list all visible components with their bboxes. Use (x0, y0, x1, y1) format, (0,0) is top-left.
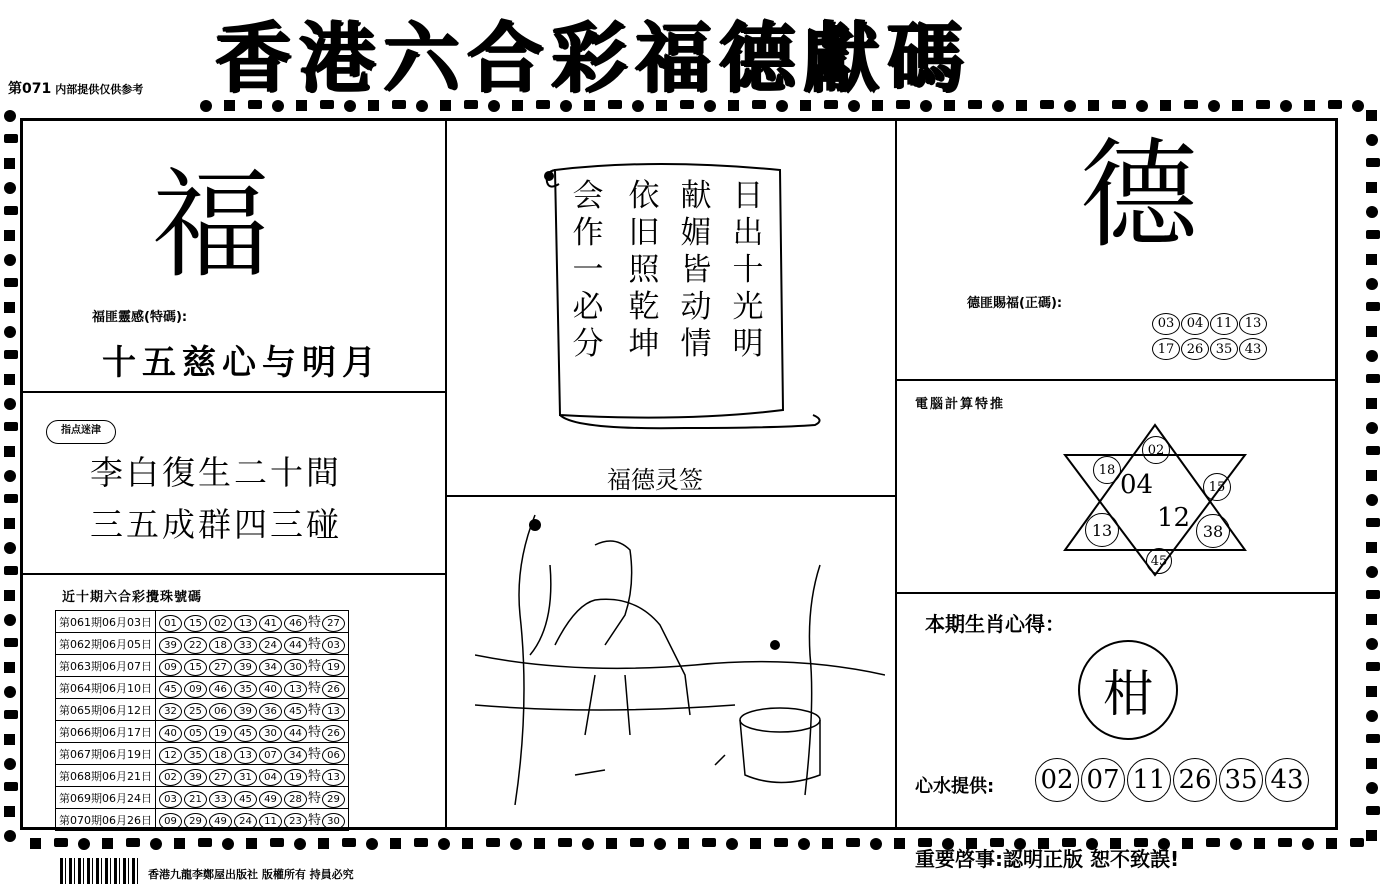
history-balls (156, 765, 349, 787)
border-dot (414, 838, 428, 847)
xinshui-number: 35 (1219, 758, 1263, 802)
border-dot (1366, 518, 1380, 527)
page-title: 香港六合彩福德獻碼 (215, 13, 971, 102)
special-number: 26 (322, 725, 345, 742)
border-dot (294, 838, 306, 850)
history-balls (156, 611, 349, 633)
border-dot (1366, 182, 1377, 193)
scroll-column-4: 会 作 一 必 分 (572, 178, 604, 362)
border-dot (1366, 278, 1378, 290)
border-dot (4, 374, 15, 385)
border-dot (1366, 758, 1377, 769)
border-dot (4, 686, 16, 698)
border-dot (1328, 100, 1342, 109)
history-row (56, 611, 349, 633)
divider-mid (446, 495, 896, 497)
zodiac-char: 柑 (1103, 665, 1153, 723)
border-dot (1206, 838, 1220, 847)
ball-number: 02 (159, 769, 182, 786)
star-center-1: 04 (1120, 470, 1154, 500)
border-dot (1366, 206, 1378, 218)
border-dot (486, 838, 500, 847)
border-dot (4, 590, 15, 601)
de-number: 43 (1239, 338, 1267, 360)
history-balls (156, 787, 349, 809)
xinshui-number: 43 (1265, 758, 1309, 802)
history-row (56, 809, 349, 831)
de-number: 13 (1239, 313, 1267, 335)
ball-number: 39 (184, 769, 207, 786)
border-dot (4, 542, 16, 554)
border-dot (1366, 614, 1377, 625)
border-dot (1366, 710, 1378, 722)
border-dot (4, 470, 16, 482)
history-date: 第069期06月24日 (56, 787, 156, 809)
ball-number: 45 (159, 681, 182, 698)
ball-number: 09 (159, 813, 182, 830)
border-dot (1366, 158, 1380, 167)
border-dot (1366, 806, 1380, 815)
border-dot (246, 838, 257, 849)
star-label: 電腦計算特推 (915, 397, 1006, 412)
scroll-column-1: 日 出 十 光 明 (732, 178, 764, 362)
border-dot (4, 614, 16, 626)
ball-number: 49 (259, 791, 282, 808)
history-balls (156, 809, 349, 831)
ball-number: 09 (184, 681, 207, 698)
border-dot (78, 838, 90, 850)
border-dot (1366, 326, 1377, 337)
scroll-column-2: 献 媚 皆 动 情 (680, 178, 712, 362)
border-dot (4, 182, 16, 194)
ball-number: 46 (284, 615, 307, 632)
border-dot (174, 838, 185, 849)
border-dot (4, 446, 15, 457)
ball-number: 39 (159, 637, 182, 654)
border-dot (270, 838, 284, 847)
history-row (56, 655, 349, 677)
border-dot (702, 838, 716, 847)
border-dot (1232, 100, 1243, 111)
divider-right-1 (896, 379, 1336, 381)
border-dot (750, 838, 761, 849)
fu-panel (22, 120, 444, 390)
de-number: 17 (1152, 338, 1180, 360)
fu-phrase: 十五慈心与明月 (102, 343, 382, 383)
ball-number: 34 (259, 659, 282, 676)
ball-number: 22 (184, 637, 207, 654)
border-dot (4, 758, 16, 770)
ball-number: 27 (209, 769, 232, 786)
special-label: 特 (308, 813, 322, 828)
special-label: 特 (308, 615, 322, 630)
ball-number: 04 (259, 769, 282, 786)
border-dot (366, 838, 378, 850)
border-dot (1366, 494, 1378, 506)
ball-number: 24 (259, 637, 282, 654)
border-dot (870, 838, 882, 850)
history-date: 第070期06月26日 (56, 809, 156, 831)
ball-number: 44 (284, 725, 307, 742)
ball-number: 03 (159, 791, 182, 808)
border-dot (30, 838, 41, 849)
history-balls (156, 655, 349, 677)
ball-number: 40 (259, 681, 282, 698)
border-dot (534, 838, 545, 849)
ball-number: 13 (234, 747, 257, 764)
border-dot (1366, 638, 1378, 650)
scroll-poem (548, 166, 798, 424)
border-dot (390, 838, 401, 849)
de-number: 04 (1181, 313, 1209, 335)
border-dot (606, 838, 617, 849)
special-label: 特 (308, 681, 322, 696)
special-label: 特 (308, 725, 322, 740)
ball-number: 39 (234, 659, 257, 676)
history-title: 近十期六合彩攪珠號碼 (62, 590, 203, 605)
border-dot (4, 806, 15, 817)
ball-number: 13 (234, 615, 257, 632)
ball-number: 09 (159, 659, 182, 676)
history-balls (156, 743, 349, 765)
border-dot (1366, 686, 1377, 697)
border-dot (102, 838, 113, 849)
border-dot (4, 254, 16, 266)
history-table (55, 610, 349, 831)
border-dot (150, 838, 162, 850)
border-dot (1256, 100, 1270, 109)
border-dot (4, 110, 16, 122)
border-dot (774, 838, 788, 847)
ball-number: 33 (234, 637, 257, 654)
fu-character: 福 (152, 156, 271, 294)
border-dot (4, 662, 15, 673)
special-label: 特 (308, 791, 322, 806)
border-dot (4, 638, 18, 647)
star-point-upper-right: 15 (1203, 473, 1231, 501)
xinshui-number: 26 (1173, 758, 1217, 802)
border-dot (4, 494, 18, 503)
issue-note: 内部提供仅供参考 (55, 83, 144, 96)
special-label: 特 (308, 637, 322, 652)
xinshui-number: 02 (1035, 758, 1079, 802)
border-dot (1182, 838, 1193, 849)
ball-number: 32 (159, 703, 182, 720)
border-dot (510, 838, 522, 850)
border-dot (1230, 838, 1242, 850)
border-dot (4, 134, 18, 143)
border-dot (558, 838, 572, 847)
border-dot (630, 838, 644, 847)
ball-number: 35 (234, 681, 257, 698)
border-dot (4, 734, 15, 745)
ball-number: 23 (284, 813, 307, 830)
de-label: 德匪賜福(正碼): (967, 296, 1063, 311)
border-dot (798, 838, 810, 850)
border-dot (1366, 374, 1380, 383)
border-dot (462, 838, 473, 849)
special-number: 19 (322, 659, 345, 676)
border-dot (582, 838, 594, 850)
xinshui-number: 07 (1081, 758, 1125, 802)
border-dot (846, 838, 860, 847)
special-number: 29 (322, 791, 345, 808)
history-date: 第063期06月07日 (56, 655, 156, 677)
border-dot (894, 838, 905, 849)
border-dot (1366, 350, 1378, 362)
divider-right-2 (896, 592, 1336, 594)
border-dot (1366, 782, 1378, 794)
ball-number: 19 (209, 725, 232, 742)
special-number: 26 (322, 681, 345, 698)
border-dot (342, 838, 356, 847)
ball-number: 21 (184, 791, 207, 808)
border-dot (1350, 838, 1364, 847)
ball-number: 24 (234, 813, 257, 830)
xinshui-label: 心水提供: (915, 776, 995, 797)
ball-number: 34 (284, 747, 307, 764)
border-dot (1366, 422, 1378, 434)
history-date: 第062期06月05日 (56, 633, 156, 655)
border-dot (1254, 838, 1265, 849)
fu-label: 福匪靈感(特碼): (92, 310, 188, 325)
issue-label: 第071 (8, 81, 52, 97)
ball-number: 45 (234, 725, 257, 742)
history-date: 第061期06月03日 (56, 611, 156, 633)
special-label: 特 (308, 659, 322, 674)
ball-number: 46 (209, 681, 232, 698)
hint-badge: 指点迷津 (46, 420, 116, 444)
ball-number: 07 (259, 747, 282, 764)
border-dot (1278, 838, 1292, 847)
history-balls (156, 699, 349, 721)
history-balls (156, 633, 349, 655)
special-number: 06 (322, 747, 345, 764)
border-dot (1366, 470, 1377, 481)
star-point-upper-left: 18 (1093, 456, 1121, 484)
star-point-top: 02 (1142, 436, 1170, 464)
special-number: 13 (322, 769, 345, 786)
border-dot (4, 398, 16, 410)
special-number: 13 (322, 703, 345, 720)
ball-number: 15 (184, 615, 207, 632)
ball-number: 44 (284, 637, 307, 654)
ball-number: 15 (184, 659, 207, 676)
history-balls (156, 677, 349, 699)
divider-left (445, 118, 447, 830)
ball-number: 45 (234, 791, 257, 808)
divider-left-2 (22, 573, 446, 575)
ball-number: 28 (284, 791, 307, 808)
barcode (60, 858, 140, 884)
history-row (56, 677, 349, 699)
de-number: 03 (1152, 313, 1180, 335)
border-dot (1366, 254, 1377, 265)
border-dot (1366, 734, 1380, 743)
border-dot (1366, 662, 1380, 671)
history-date: 第067期06月19日 (56, 743, 156, 765)
border-dot (126, 838, 140, 847)
border-dot (4, 158, 15, 169)
ball-number: 02 (209, 615, 232, 632)
border-dot (1302, 838, 1314, 850)
border-dot (1366, 110, 1377, 121)
ball-number: 18 (209, 747, 232, 764)
star-center-2: 12 (1157, 503, 1191, 533)
history-balls (156, 721, 349, 743)
border-dot (1208, 100, 1220, 112)
border-dot (1366, 134, 1378, 146)
xinshui-numbers (1035, 758, 1325, 802)
history-row (56, 721, 349, 743)
ball-number: 27 (209, 659, 232, 676)
border-dot (4, 278, 18, 287)
zodiac-label: 本期生肖心得： (925, 612, 1065, 636)
special-label: 特 (308, 747, 322, 762)
history-date: 第064期06月10日 (56, 677, 156, 699)
history-row (56, 699, 349, 721)
de-number: 35 (1210, 338, 1238, 360)
ball-number: 29 (184, 813, 207, 830)
hint-line-2: 三五成群四三碰 (90, 505, 342, 544)
history-row (56, 633, 349, 655)
ball-number: 33 (209, 791, 232, 808)
history-date: 第066期06月17日 (56, 721, 156, 743)
ball-number: 31 (234, 769, 257, 786)
border-dot (4, 326, 16, 338)
border-dot (1366, 590, 1380, 599)
border-dot (1184, 100, 1198, 109)
border-dot (1366, 446, 1380, 455)
border-dot (1366, 398, 1377, 409)
star-point-bottom: 45 (1146, 548, 1172, 574)
divider-left-1 (22, 391, 446, 393)
border-dot (1352, 100, 1364, 112)
border-dot (654, 838, 666, 850)
border-dot (4, 518, 15, 529)
history-row (56, 743, 349, 765)
border-dot (438, 838, 450, 850)
illustration (475, 505, 885, 805)
history-row (56, 765, 349, 787)
ball-number: 12 (159, 747, 182, 764)
ball-number: 30 (259, 725, 282, 742)
border-dot (1366, 230, 1380, 239)
ball-number: 18 (209, 637, 232, 654)
border-dot (222, 838, 234, 850)
special-label: 特 (308, 769, 322, 784)
ball-number: 39 (234, 703, 257, 720)
ball-number: 06 (209, 703, 232, 720)
border-dot (198, 838, 212, 847)
ball-number: 36 (259, 703, 282, 720)
border-dot (1280, 100, 1292, 112)
ball-number: 45 (284, 703, 307, 720)
border-dot (1304, 100, 1315, 111)
ball-number: 05 (184, 725, 207, 742)
ball-number: 11 (259, 813, 282, 830)
border-dot (4, 830, 16, 842)
border-dot (726, 838, 738, 850)
de-number: 11 (1210, 313, 1238, 335)
border-dot (678, 838, 689, 849)
border-dot (4, 422, 18, 431)
notice-text: 重要啓事:認明正版 恕不致誤! (915, 847, 1180, 871)
divider-right (895, 118, 897, 830)
border-dot (4, 350, 18, 359)
history-date: 第065期06月12日 (56, 699, 156, 721)
publisher-text: 香港九龍李鄭屋出版社 版權所有 持員必究 (148, 868, 354, 881)
border-dot (4, 206, 18, 215)
border-dot (1366, 566, 1378, 578)
xinshui-number: 11 (1127, 758, 1171, 802)
special-number: 27 (322, 615, 345, 632)
ball-number: 41 (259, 615, 282, 632)
de-number: 26 (1181, 338, 1209, 360)
ball-number: 30 (284, 659, 307, 676)
border-dot (318, 838, 329, 849)
hint-line-1: 李白復生二十間 (90, 453, 342, 492)
border-dot (4, 782, 18, 791)
de-numbers (1152, 312, 1282, 363)
ball-number: 49 (209, 813, 232, 830)
border-dot (1326, 838, 1337, 849)
ball-number: 25 (184, 703, 207, 720)
ball-number: 01 (159, 615, 182, 632)
border-dot (4, 230, 15, 241)
history-date: 第068期06月21日 (56, 765, 156, 787)
border-dot (1366, 830, 1377, 841)
special-number: 03 (322, 637, 345, 654)
border-dot (200, 100, 212, 112)
ball-number: 40 (159, 725, 182, 742)
special-number: 30 (322, 813, 345, 830)
border-dot (4, 566, 18, 575)
scroll-column-3: 依 旧 照 乾 坤 (628, 178, 660, 362)
star-point-lower-right: 38 (1196, 514, 1230, 548)
border-dot (1366, 542, 1377, 553)
border-dot (822, 838, 833, 849)
issue-number (8, 78, 143, 98)
special-label: 特 (308, 703, 322, 718)
ball-number: 35 (184, 747, 207, 764)
history-row (56, 787, 349, 809)
border-dot (4, 710, 18, 719)
border-dot (54, 838, 68, 847)
ball-number: 13 (284, 681, 307, 698)
zodiac-circle (1078, 640, 1178, 740)
scroll-caption: 福德灵签 (607, 466, 703, 494)
ball-number: 19 (284, 769, 307, 786)
border-dot (4, 302, 15, 313)
star-point-lower-left: 13 (1085, 513, 1119, 547)
border-dot (1366, 302, 1380, 311)
de-character: 德 (1080, 126, 1199, 264)
